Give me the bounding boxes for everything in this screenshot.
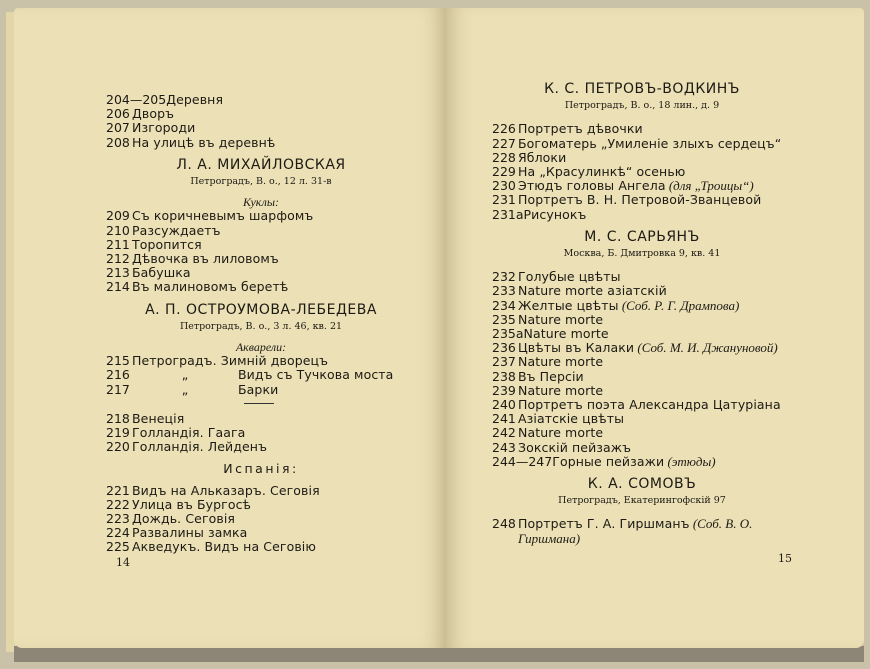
right-column [492, 82, 792, 546]
list-item: 232 Голубые цвѣты [492, 269, 621, 285]
list-item: 207 Изгороди [106, 120, 196, 136]
entries-list [492, 517, 792, 545]
list-item: 218 Венеція [106, 410, 185, 426]
entries-list [492, 270, 792, 469]
list-item: 235а Nature morte [492, 326, 609, 342]
book-bottom-shadow [14, 646, 864, 662]
list-item: 234 Желтые цвѣты (Соб. Р. Г. Дрампова) [492, 297, 740, 313]
list-item: 208 На улицѣ въ деревнѣ [106, 134, 276, 150]
artist-address: Петроградъ, Екатерингофскій 97 [558, 495, 726, 507]
list-item: 217 „ Барки [106, 381, 279, 397]
list-item: 209 Съ коричневымъ шарфомъ [106, 208, 314, 224]
list-item: 227 Богоматерь „Умиленіе злыхъ сердецъ“ [492, 135, 782, 151]
list-item: 210 Разсуждаетъ [106, 222, 221, 238]
list-item: 220 Голландія. Лейденъ [106, 439, 268, 455]
list-item: 243 Зокскій пейзажъ [492, 439, 632, 455]
artist-name: М. С. САРЬЯНЪ [584, 228, 700, 245]
entries-list [492, 122, 792, 221]
list-item: 235 Nature morte [492, 311, 604, 327]
list-item: 211 Торопится [106, 236, 202, 252]
list-item: 219 Голландія. Гаага [106, 425, 246, 441]
list-item: 231 Портретъ В. Н. Петровой-Званцевой [492, 192, 762, 208]
list-item: 204—205 Деревня [106, 92, 224, 107]
artist-name: А. П. ОСТРОУМОВА-ЛЕБЕДЕВА [145, 301, 377, 318]
page-number: 14 [116, 556, 130, 569]
list-item: 215 Петроградъ. Зимній дворецъ [106, 353, 329, 369]
ditto-mark: „ [181, 381, 189, 397]
list-item: 225 Акведукъ. Видъ на Сеговію [106, 539, 316, 555]
left-column [106, 93, 416, 555]
subheading: Куклы: [243, 195, 279, 210]
ditto-mark: „ [181, 367, 189, 383]
section-heading: Испанія: [223, 461, 299, 477]
list-item: 231а Рисунокъ [492, 206, 587, 222]
artist-name: К. С. ПЕТРОВЪ-ВОДКИНЪ [544, 81, 740, 97]
list-item: 228 Яблоки [492, 149, 567, 165]
entries-list [106, 412, 416, 455]
list-item: 223 Дождь. Сеговія [106, 511, 236, 527]
list-item: 214 Въ малиновомъ беретѣ [106, 279, 289, 295]
artist-name: К. А. СОМОВЪ [587, 476, 697, 493]
list-item: 237 Nature morte [492, 354, 604, 370]
entries-list [106, 354, 416, 397]
list-item: 222 Улица въ Бургосѣ [106, 496, 252, 512]
list-item: 241 Азіатскіе цвѣты [492, 411, 625, 427]
artist-address: Петроградъ, В. о., 18 лин., д. 9 [564, 100, 720, 112]
list-item: 213 Бабушка [106, 265, 191, 281]
artist-address: Петроградъ, В. о., 3 л. 46, кв. 21 [179, 320, 343, 332]
list-item: 212 Дѣвочка въ лиловомъ [106, 251, 279, 267]
entries-top [106, 93, 416, 150]
list-item: 221 Видъ на Альказаръ. Сеговія [106, 482, 320, 498]
list-item: 236 Цвѣты въ Калаки (Соб. М. И. Джануновой) [492, 340, 778, 356]
list-item: 224 Развалины замка [106, 525, 248, 541]
divider [244, 403, 274, 404]
list-item: 239 Nature morte [492, 382, 604, 398]
list-item: 242 Nature morte [492, 425, 604, 441]
artist-address: Москва, Б. Дмитровка 9, кв. 41 [563, 248, 721, 260]
subheading: Акварели: [235, 340, 287, 355]
list-item: 248 Портретъ Г. А. Гиршманъ (Соб. В. О. [492, 516, 753, 532]
list-item: 226 Портретъ дѣвочки [492, 121, 643, 137]
artist-name: Л. А. МИХАЙЛОВСКАЯ [176, 156, 346, 173]
artist-address: Петроградъ, В. о., 12 л. 31-в [190, 176, 332, 188]
list-item: 238 Въ Персіи [492, 368, 584, 384]
list-item: Гиршмана) [518, 530, 581, 546]
entries-list [106, 209, 416, 294]
page-number: 15 [778, 552, 792, 565]
entries-list [106, 484, 416, 555]
list-item: 229 На „Красулинкѣ“ осенью [492, 164, 686, 180]
list-item: 206 Дворъ [106, 106, 175, 122]
list-item: 233 Nature morte азіатскій [492, 283, 667, 299]
list-item: 216 „ Видъ съ Тучкова моста [106, 367, 394, 383]
list-item: 244—247 Горные пейзажи (этюды) [492, 453, 716, 469]
list-item: 230 Этюдъ головы Ангела (для „Троицы“) [492, 178, 754, 194]
list-item: 240 Портретъ поэта Александра Цатуріана [492, 397, 781, 413]
